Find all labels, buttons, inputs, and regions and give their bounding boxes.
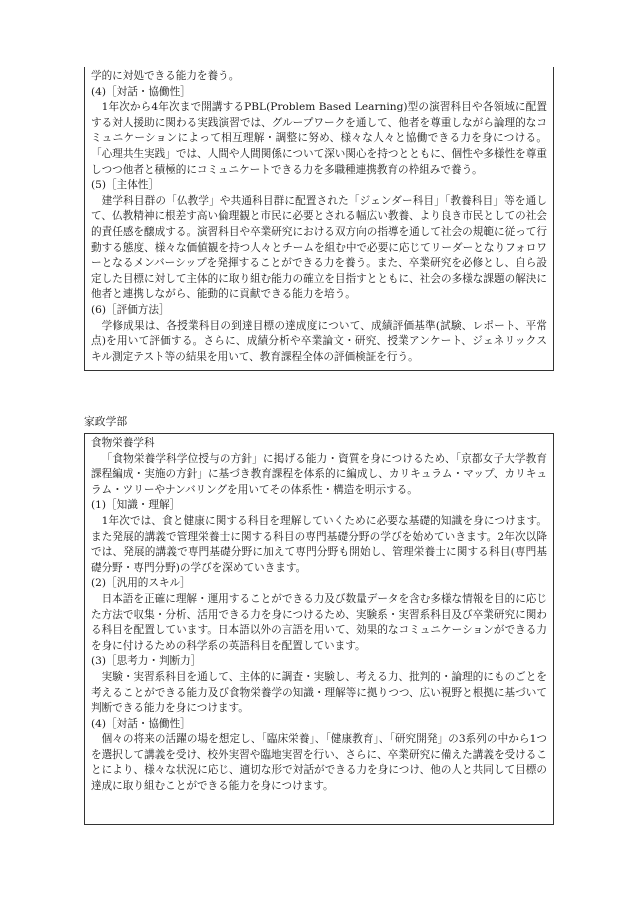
- faculty-label: 家政学部: [84, 415, 128, 428]
- section-body-knowledge: 1年次では、食と健康に関する科目を理解していくために必要な基礎的知識を身につけます。また発展的講義で管理栄養士に関する科目の専門基礎分野の学びを始めていきます。2年次以降では、発展的講義で専門基礎分野に加えて専門分野も開始し、管理栄養士に関する科目(専門基礎分野・専門分野)の学びを深めていきます。: [91, 514, 547, 574]
- section-body-autonomy: 建学科目群の「仏教学」や共通科目群に配置された「ジェンダー科目」「教養科目」等を通して、仏教精神に根差す高い倫理観と市民に必要とされる幅広い教養、より良き市民としての社会的責任感を醸成する。演習科目や卒業研究における双方向の指導を通して社会の規範に従って行動する態度、様々な価値観を持つ人々とチームを組む中で必要に応じてリーダーとなりフォロワーとなるメンバーシップを発揮することができる力を養う。また、卒業研究を必修とし、自ら設定した目標に対して主体的に取り組む能力の確立を目指すとともに、社会の多様な課題の解決に他者と連携しながら、能動的に貢献できる能力を培う。: [91, 194, 547, 301]
- continuation-text: 学的に対処できる能力を養う。: [91, 70, 240, 82]
- section-heading-knowledge: (1)［知識・理解］: [91, 499, 181, 512]
- section-heading-thinking: (3)［思考力・判断力］: [91, 655, 202, 668]
- section-heading-autonomy: (5)［主体性］: [91, 179, 159, 192]
- department-title: 食物栄養学科: [91, 437, 155, 449]
- section-heading-skills: (2)［汎用的スキル］: [91, 577, 191, 590]
- section-heading-evaluation: (6)［評価方法］: [91, 303, 170, 316]
- section-heading-collaboration: (4)［対話・協働性］: [91, 717, 191, 730]
- department-intro: 「食物栄養学科学位授与の方針」に掲げる能力・資質を身につけるため、「京都女子大学教育課程編成・実施の方針」に基づき教育課程を体系的に編成し、カリキュラム・マップ、カリキュラム・ツリーやナンバリングを用いてその体系性・構造を明示する。: [91, 452, 547, 496]
- department-policy-box: [84, 433, 554, 825]
- section-body-skills: 日本語を正確に理解・運用することができる力及び数量データを含む多様な情報を目的に応じた方法で収集・分析、活用できる力を身につけるため、実験系・実習系科目及び卒業研究に関わる科目を配置しています。日本語以外の言語を用いて、効果的なコミュニケーションができる力を身に付けるための科学系の英語科目を配置しています。: [91, 592, 547, 652]
- section-body-thinking: 実験・実習系科目を通して、主体的に調査・実験し、考える力、批判的・論理的にものごとを考えることができる能力及び食物栄養学の知識・理解等に拠りつつ、広い視野と根拠に基づいて判断できる能力を身につけます。: [91, 670, 547, 715]
- section-body-collaboration: 個々の将来の活躍の場を想定し、「臨床栄養」、「健康教育」、「研究開発」の3系列の中から1つを選択して講義を受け、校外実習や臨地実習を行い、さらに、卒業研究に備えた講義を受けることにより、様々な状況に応じ、適切な形で対話ができる力を身につけ、他の人と共同して目標の達成に取り組むことができる能力を身につけます。: [91, 733, 547, 793]
- section-body-evaluation: 学修成果は、各授業科目の到達目標の達成度について、成績評価基準(試験、レポート、平常点)を用いて評価する。さらに、成績分析や卒業論文・研究、授業アンケート、ジェネリックスキル測定テスト等の結果を用いて、教育課程全体の評価検証を行う。: [91, 319, 547, 363]
- section-heading-dialogue: (4)［対話・協働性］: [91, 85, 191, 98]
- section-body-dialogue: 1年次から4年次まで開講するPBL(Problem Based Learning)型の演習科目や各領域に配置する対人援助に関わる実践演習では、グループワークを通して、他者を尊重しながら論理的なコミュニケーションによって相互理解・調整に努め、様々な人々と協働できる力を身につける。「心理共生実践」では、人間や人間関係について深い関心を持つとともに、個性や多様性を尊重しつつ他者と積極的にコミュニケートできる力を多職種連携教育の枠組みで養う。: [91, 101, 547, 176]
- dp-cp-continuation-box: [84, 67, 554, 371]
